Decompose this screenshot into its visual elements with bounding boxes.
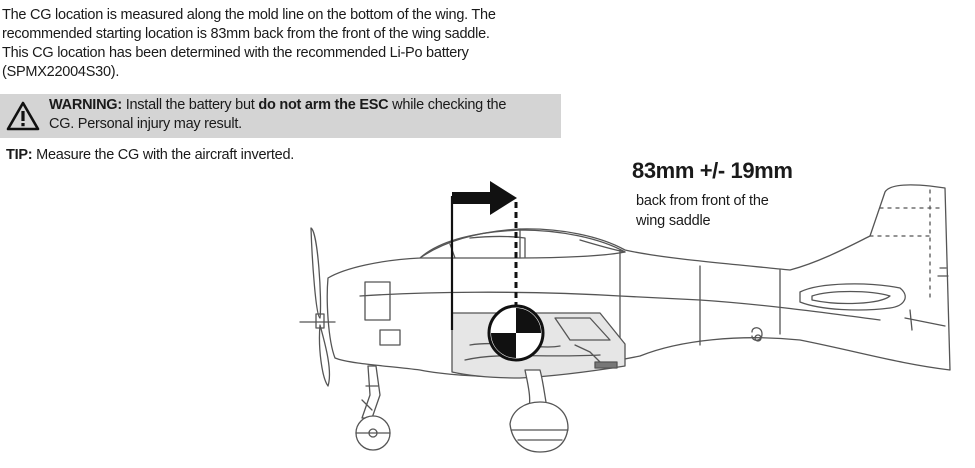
warning-emphasis: do not arm the ESC: [258, 97, 389, 113]
propeller: [300, 228, 335, 386]
cg-measurement: 83mm +/- 19mm: [632, 158, 793, 183]
warning-text-part: Install the battery but: [121, 97, 259, 113]
warning-line-2: CG. Personal injury may result.: [49, 116, 242, 132]
instruction-line: The CG location is measured along the mold line on the bottom of the wing. The: [2, 7, 496, 23]
nose-landing-gear: [362, 366, 380, 418]
tip-label: TIP:: [6, 147, 33, 163]
fuselage: [327, 185, 950, 377]
instruction-line: This CG location has been determined with the recommended Li-Po battery: [2, 45, 469, 61]
cg-description-line: wing saddle: [636, 213, 711, 229]
warning-text-part: while checking the: [388, 97, 507, 113]
warning-label: WARNING:: [49, 97, 122, 113]
cg-description-line: back from front of the: [636, 193, 769, 209]
instruction-line: (SPMX22004S30).: [2, 64, 120, 80]
tip-body: Measure the CG with the aircraft inverted.: [32, 147, 295, 163]
instruction-line: recommended starting location is 83mm back from the front of the wing saddle.: [2, 26, 490, 42]
cg-target-icon: [489, 306, 543, 360]
